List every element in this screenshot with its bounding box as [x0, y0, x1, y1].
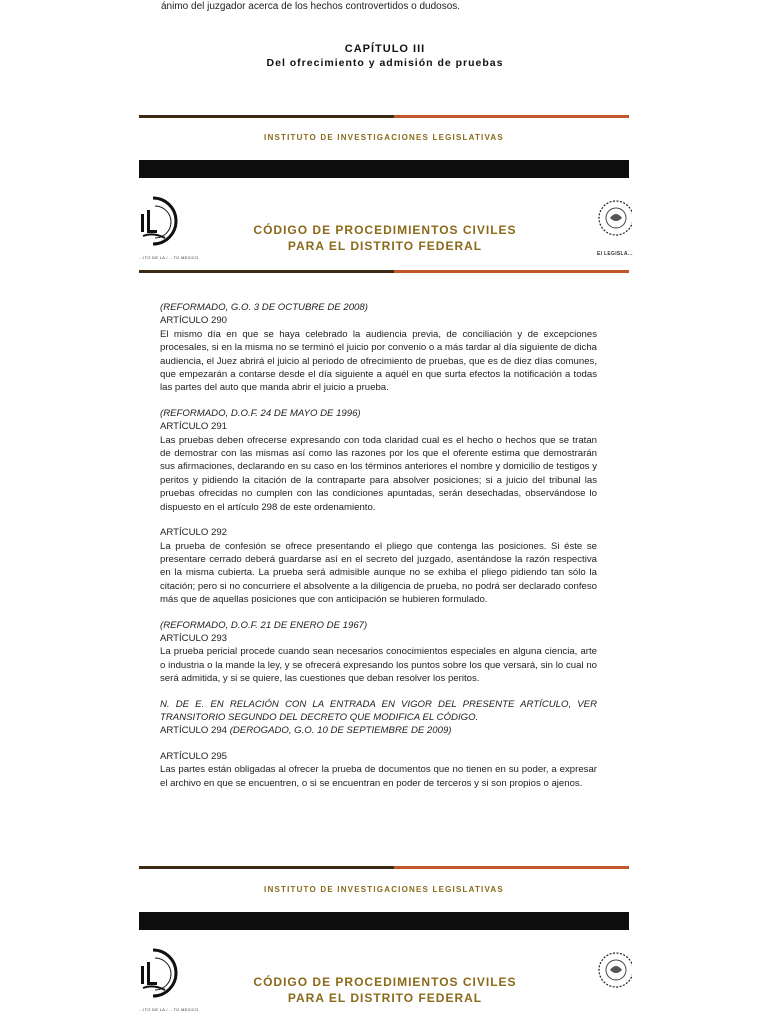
previous-paragraph-tail: ánimo del juzgador acerca de los hechos controvertidos o dudosos.: [161, 1, 461, 12]
code-title-line1: CÓDIGO DE PROCEDIMIENTOS CIVILES: [253, 223, 517, 237]
logo-left-caption-2: ...ITO DE LA / ...TO MEXICO: [139, 1007, 199, 1012]
congress-seal-icon: [594, 948, 632, 1008]
code-title-line1: CÓDIGO DE PROCEDIMIENTOS CIVILES: [253, 975, 517, 989]
article-text: El mismo día en que se haya celebrado la audiencia previa, de conciliación y de excepciones procesales, si en la misma no se terminó el juicio por convenio o a más tardar al día siguiente de dicha audiencia, el Juez abrirá el juicio al periodo de ofrecimiento de pruebas, que es de diez días comunes, que empezarán a contarse desde el día siguiente a aquél en que surta efectos la notificación a todas las partes del auto que manda abrir el juicio a prueba.: [160, 328, 597, 394]
page-break-bar: [139, 160, 629, 178]
article-292: [160, 526, 597, 606]
footer-divider-2: [139, 866, 629, 869]
institute-logo-icon: [139, 944, 179, 1004]
institute-footer-2: INSTITUTO DE INVESTIGACIONES LEGISLATIVAS: [264, 885, 504, 894]
article-290: [160, 301, 597, 395]
document-body: [160, 301, 597, 790]
chapter-title: CAPÍTULO III: [344, 43, 426, 55]
institute-logo-icon: [139, 192, 179, 252]
code-title-line2: PARA EL DISTRITO FEDERAL: [287, 991, 483, 1005]
footer-divider: [139, 115, 629, 118]
page-break-bar-2: [139, 912, 629, 930]
reform-note: (REFORMADO, D.O.F. 24 DE MAYO DE 1996): [160, 407, 361, 419]
article-294-title: ARTÍCULO 294: [160, 725, 228, 737]
reform-note: (REFORMADO, D.O.F. 21 DE ENERO DE 1967): [160, 619, 368, 631]
chapter-subtitle: Del ofrecimiento y admisión de pruebas: [266, 57, 504, 69]
code-title-line2: PARA EL DISTRITO FEDERAL: [287, 239, 483, 253]
article-291: [160, 407, 597, 514]
article-title: ARTÍCULO 293: [160, 632, 228, 644]
article-text: La prueba de confesión se ofrece presentando el pliego que contenga las posiciones. Si éste se presentare cerrado deberá guardarse así en el secreto del juzgado, asentándose la razón respectiva en la misma cubierta. La prueba será admisible aunque no se exhiba el pliego pidiendo tan sólo la citación; pero si no concurriere el absolvente a la diligencia de prueba, no podrá ser declarado confeso más que de aquellas posiciones que con anticipación se hubieren formulado.: [160, 540, 597, 606]
derogation-note: (DEROGADO, G.O. 10 DE SEPTIEMBRE DE 2009): [229, 725, 452, 737]
article-title: ARTÍCULO 291: [160, 421, 228, 433]
header-divider: [139, 270, 629, 273]
article-294: [160, 698, 597, 738]
article-293: [160, 619, 597, 686]
institute-footer: INSTITUTO DE INVESTIGACIONES LEGISLATIVAS: [264, 133, 504, 142]
article-text: La prueba pericial procede cuando sean necesarios conocimientos especiales en alguna ciencia, arte o industria o la mande la ley, y se ofrecerá expresando los puntos sobre los que versará, sin lo cual no será admitida, y si se quiere, las cuestiones que deban resolver los peritos.: [160, 646, 597, 685]
article-title: ARTÍCULO 295: [160, 750, 228, 762]
article-295: [160, 750, 597, 790]
congress-seal-icon: [594, 196, 632, 256]
article-title: [160, 724, 597, 737]
chapter-heading: [140, 43, 630, 69]
article-title: ARTÍCULO 290: [160, 315, 228, 327]
logo-left-caption: ...ITO DE LA / ...TO MEXICO: [139, 255, 199, 260]
reform-note: (REFORMADO, G.O. 3 DE OCTUBRE DE 2008): [160, 302, 368, 313]
editor-note: N. DE E. EN RELACIÓN CON LA ENTRADA EN VIGOR DEL PRESENTE ARTÍCULO, VER TRANSITORIO SEGUNDO DEL DECRETO QUE MODIFICA EL CÓDIGO.: [160, 698, 597, 723]
article-title: ARTÍCULO 292: [160, 527, 228, 539]
logo-right-caption: EI LEGISLA...: [597, 251, 633, 257]
code-title: [200, 222, 570, 254]
article-text: Las partes están obligadas al ofrecer la prueba de documentos que no tienen en su poder, a expresar el archivo en que se encuentren, o si se encuentran en poder de terceros y si son propios o ajenos.: [160, 764, 597, 789]
article-text: Las pruebas deben ofrecerse expresando con toda claridad cual es el hecho o hechos que se tratan de demostrar con las mismas así como las razones por los que el oferente estima que demostrarán sus afirmaciones, declarando en su caso en los términos anteriores el nombre y domicilio de testigos y peritos y pidiendo la citación de la contraparte para absolver posiciones; si a juicio del tribunal las pruebas ofrecidas no cumplen con las condiciones apuntadas, serán desechadas, observándose lo dispuesto en el artículo 298 de este ordenamiento.: [160, 434, 597, 513]
code-title-2: [200, 974, 570, 1006]
